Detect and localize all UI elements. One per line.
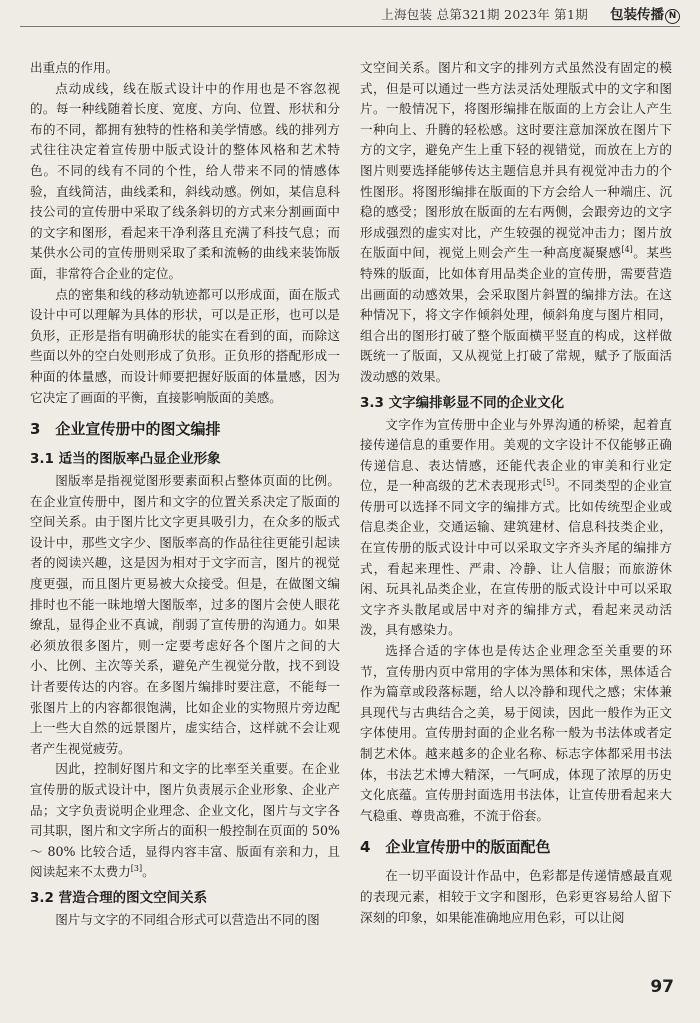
paragraph-text: 。不同类型的企业宣传册可以选择不同文字的编排方式。比如传统型企业或信息类企业，交通运输、建筑建材、信息科技类企业，在宣传册的版式设计中可以采取文字齐头齐尾的编排方式，看起来理性、严肃、冷静、让人信服；而旅游休闲、玩具礼品类企业，在宣传册的版式设计中可以采取文字齐头散尾或居中对齐的编排方式，看起来灵动活泼，具有感染力。: [360, 478, 673, 638]
paragraph-text: 。某些特殊的版面，比如体育用品类企业的宣传册，需要营造出画面的动感效果，会采取图片斜置的编排方法。在这种情况下，将文字作倾斜处理，倾斜角度与图片相同，组合出的图形打破了整个版面横平竖直的构成，这样做既统一了版面，又从视觉上打破了常规，赋予了版面活泼动感的效果。: [360, 245, 673, 384]
paragraph: 选择合适的字体也是传达企业理念至关重要的环节，宣传册内页中常用的字体为黑体和宋体，黑体适合作为篇章或段落标题，给人以冷静和现代之感；宋体兼具现代与古典结合之美，易于阅读，因此一般作为正文字体使用。宣传册封面的企业名称一般为书法体或者定制艺术体。越来越多的企业名称、标志字体都采用书法体，书法艺术博大精深，一气呵成，体现了浓厚的历史文化底蕴。宣传册封面选用书法体，让宣传册看起来大气稳重、尊贵高雅，不流于俗套。: [360, 643, 672, 823]
running-header: [20, 0, 680, 27]
paragraph: 点动成线，线在版式设计中的作用也是不容忽视的。每一种线随着长度、宽度、方向、位置、形状和分布的不同，都拥有独特的性格和美学情感。线的排列方式往往决定着宣传册中版式设计的整体风格和艺术特色。不同的线有不同的个性，给人带来不同的情感体验，直线简洁，曲线柔和，斜线动感。例如，某信息科技公司的宣传册中采取了线条斜切的方式来分割画面中的文字和图形，看起来干净利落且充满了科技气息；而某供水公司的宣传册则采取了柔和流畅的曲线来装饰版面，非常符合企业的定位。: [30, 80, 340, 281]
subsection-heading-3-3: 3.3 文字编排彰显不同的企业文化: [360, 394, 565, 411]
section-heading-4: 4 企业宣传册中的版面配色: [360, 838, 551, 857]
paragraph-text: 文空间关系。图片和文字的排列方式虽然没有固定的模式，但是可以通过一些方法灵活处理版式中的文字和图片。一般情况下，将图形编排在版面的上方会让人产生一种向上、升腾的轻松感。这时要注意加深放在图片下方的文字，避免产生上重下轻的视错觉，而放在上方的图片则要选择能够传达主题信息并具有视觉冲击力的个性图形。将图形编排在版面的下方会给人一种端庄、沉稳的感受；图形放在版面的左右两侧，会跟旁边的文字形成强烈的虚实对比，产生较强的视觉冲击力；图片放在版面中间，视觉上则会产生一种高度凝聚感: [360, 60, 672, 261]
paragraph: 在一切平面设计作品中，色彩都是传递情感最直观的表现元素，相较于文字和图形，色彩更容易给人留下深刻的印象，如果能准确地应用色彩，可以让阅: [360, 868, 672, 925]
subsection-heading-3-2: 3.2 营造合理的图文空间关系: [30, 889, 208, 906]
paragraph: [360, 415, 672, 642]
left-column: [30, 58, 340, 931]
journal-issue-info: 上海包装 总第321期 2023年 第1期: [381, 7, 588, 22]
citation-ref: [5]: [543, 478, 555, 488]
paragraph-text: 。: [142, 864, 155, 880]
paragraph-text: 因此，控制好图片和文字的比率至关重要。在企业宣传册的版式设计中，图片负责展示企业形象、企业产品；文字负责说明企业理念、企业文化，图片与文字各司其职，图片和文字所占的面积一般控制在页面的 50% ～ 80% 比较合适，显得内容丰富、版面有亲和力，且阅读起来不太费力: [30, 761, 340, 880]
paragraph: [360, 58, 672, 388]
paragraph: 图片与文字的不同组合形式可以营造出不同的图: [55, 911, 320, 927]
right-column: [360, 58, 672, 928]
paragraph-text: 文字作为宣传册中企业与外界沟通的桥梁，起着直接传递信息的重要作用。美观的文字设计不仅能够正确传递信息、表达情感，还能代表企业的审美和行业定位，是一种高级的艺术表现形式: [360, 416, 672, 494]
paragraph: 出重点的作用。: [30, 60, 119, 75]
page-number: 97: [650, 977, 674, 997]
paragraph: [30, 759, 340, 883]
subsection-heading-3-1: 3.1 适当的图版率凸显企业形象: [30, 451, 221, 468]
paragraph: 图版率是指视觉图形要素面积占整体页面的比例。在企业宣传册中，图片和文字的位置关系决定了版面的空间关系。由于图片比文字更具吸引力，在众多的版式设计中，那些文字少、图版率高的作品往往更能引起读者的阅读兴趣，这是因为相对于文字而言，图片的视觉度更强，而且图片更易被大众接受。但是，在做图文编排时也不能一昧地增大图版率，过多的图片会使人眼花缭乱，显得企业不真诚，削弱了宣传册的沟通力。如果必须放很多图片，则一定要考虑好各个图片之间的大小、比例、主次等关系，避免产生视觉分散，找不到设计者要传达的内容。在多图片编排时要注意，不能每一张图片上的内容都很饱满，比如企业的实物照片旁边配上一些大自然的远景图片，虚实结合，这样就不会让观者产生视觉疲劳。: [30, 473, 340, 756]
paragraph: 点的密集和线的移动轨迹都可以形成面，面在版式设计中可以理解为具体的形状，可以是正形，也可以是负形，正形是指有明确形状的能实在看到的面，而除这些面以外的空白处则形成了负形。正负形的搭配形成一种面的体量感，而设计师要把握好版面的体量感，因为它决定了画面的平衡，直接影响版面的美感。: [30, 286, 340, 405]
column-brand: [610, 3, 680, 24]
brand-badge-icon: N: [665, 9, 680, 24]
section-heading-3: 3 企业宣传册中的图文编排: [30, 420, 221, 439]
citation-ref: [3]: [130, 864, 143, 874]
column-brand-label: 包装传播: [610, 7, 664, 23]
citation-ref: [4]: [621, 245, 633, 255]
